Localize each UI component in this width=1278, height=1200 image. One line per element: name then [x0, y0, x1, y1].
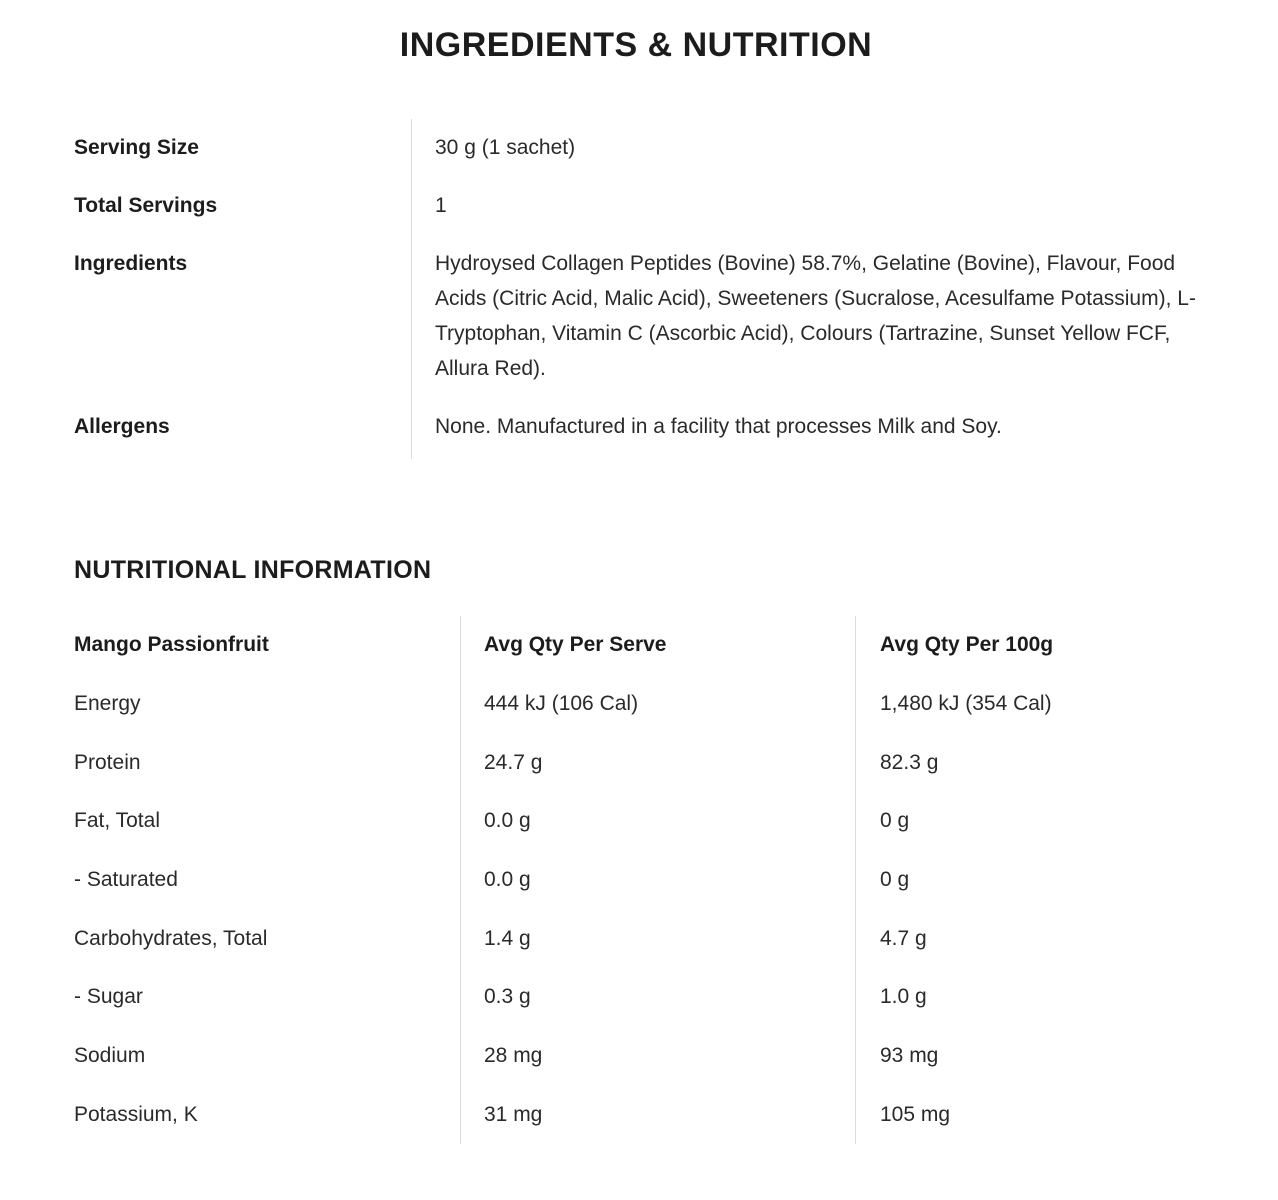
ingredients-label: Ingredients [74, 252, 188, 275]
per-serve-value: 24.7 g [484, 750, 543, 774]
nutrient-name: Energy [74, 692, 141, 716]
total-servings-label: Total Servings [74, 194, 218, 217]
table-row [74, 235, 1204, 398]
table-row [74, 119, 1204, 177]
per-serve-value: 1.4 g [484, 926, 531, 950]
column-divider [855, 616, 856, 1144]
table-row [74, 733, 1204, 792]
column-header-per-100g: Avg Qty Per 100g [880, 633, 1054, 657]
per-100g-value: 1.0 g [880, 985, 927, 1009]
nutrition-section-title: NUTRITIONAL INFORMATION [74, 556, 432, 584]
ingredients-value: Hydroysed Collagen Peptides (Bovine) 58.7%, Gelatine (Bovine), Flavour, Food Acids (Citric Acid, Malic Acid), Sweeteners (Sucralose, Acesulfame Potassium), L-Tryptophan, Vitamin C (Ascorbic Acid), Colours (Tartrazine, Sunset Yellow FCF, Allura Red). [435, 252, 1196, 380]
table-row [74, 851, 1204, 910]
column-header-flavour: Mango Passionfruit [74, 633, 269, 657]
table-row [74, 398, 1204, 456]
per-serve-value: 0.3 g [484, 985, 531, 1009]
per-100g-value: 93 mg [880, 1044, 939, 1068]
table-header-row [74, 616, 1204, 675]
column-divider [460, 616, 461, 1144]
per-100g-value: 4.7 g [880, 926, 927, 950]
per-100g-value: 1,480 kJ (354 Cal) [880, 692, 1052, 716]
allergens-value: None. Manufactured in a facility that processes Milk and Soy. [435, 415, 1002, 438]
nutrient-name: - Sugar [74, 985, 143, 1009]
nutrient-name: Fat, Total [74, 809, 160, 833]
total-servings-value: 1 [435, 194, 447, 217]
column-header-per-serve: Avg Qty Per Serve [484, 633, 667, 657]
per-100g-value: 82.3 g [880, 750, 939, 774]
nutrient-name: Protein [74, 750, 141, 774]
table-row [74, 1027, 1204, 1086]
table-row [74, 1086, 1204, 1145]
per-100g-value: 0 g [880, 868, 910, 892]
per-serve-value: 0.0 g [484, 868, 531, 892]
nutrient-name: Potassium, K [74, 1102, 198, 1126]
nutrient-name: Sodium [74, 1044, 146, 1068]
table-row [74, 968, 1204, 1027]
per-serve-value: 31 mg [484, 1102, 543, 1126]
per-serve-value: 444 kJ (106 Cal) [484, 692, 639, 716]
page-title: INGREDIENTS & NUTRITION [399, 26, 873, 64]
nutrient-name: - Saturated [74, 868, 178, 892]
allergens-label: Allergens [74, 415, 170, 438]
column-divider [411, 119, 412, 459]
serving-size-label: Serving Size [74, 136, 199, 159]
per-serve-value: 28 mg [484, 1044, 543, 1068]
nutrient-name: Carbohydrates, Total [74, 926, 268, 950]
per-serve-value: 0.0 g [484, 809, 531, 833]
table-row [74, 675, 1204, 734]
per-100g-value: 0 g [880, 809, 910, 833]
table-row [74, 909, 1204, 968]
ingredients-table [74, 119, 1204, 456]
table-row [74, 177, 1204, 235]
per-100g-value: 105 mg [880, 1102, 951, 1126]
table-row [74, 792, 1204, 851]
serving-size-value: 30 g (1 sachet) [435, 136, 576, 159]
nutrition-table [74, 616, 1204, 1144]
